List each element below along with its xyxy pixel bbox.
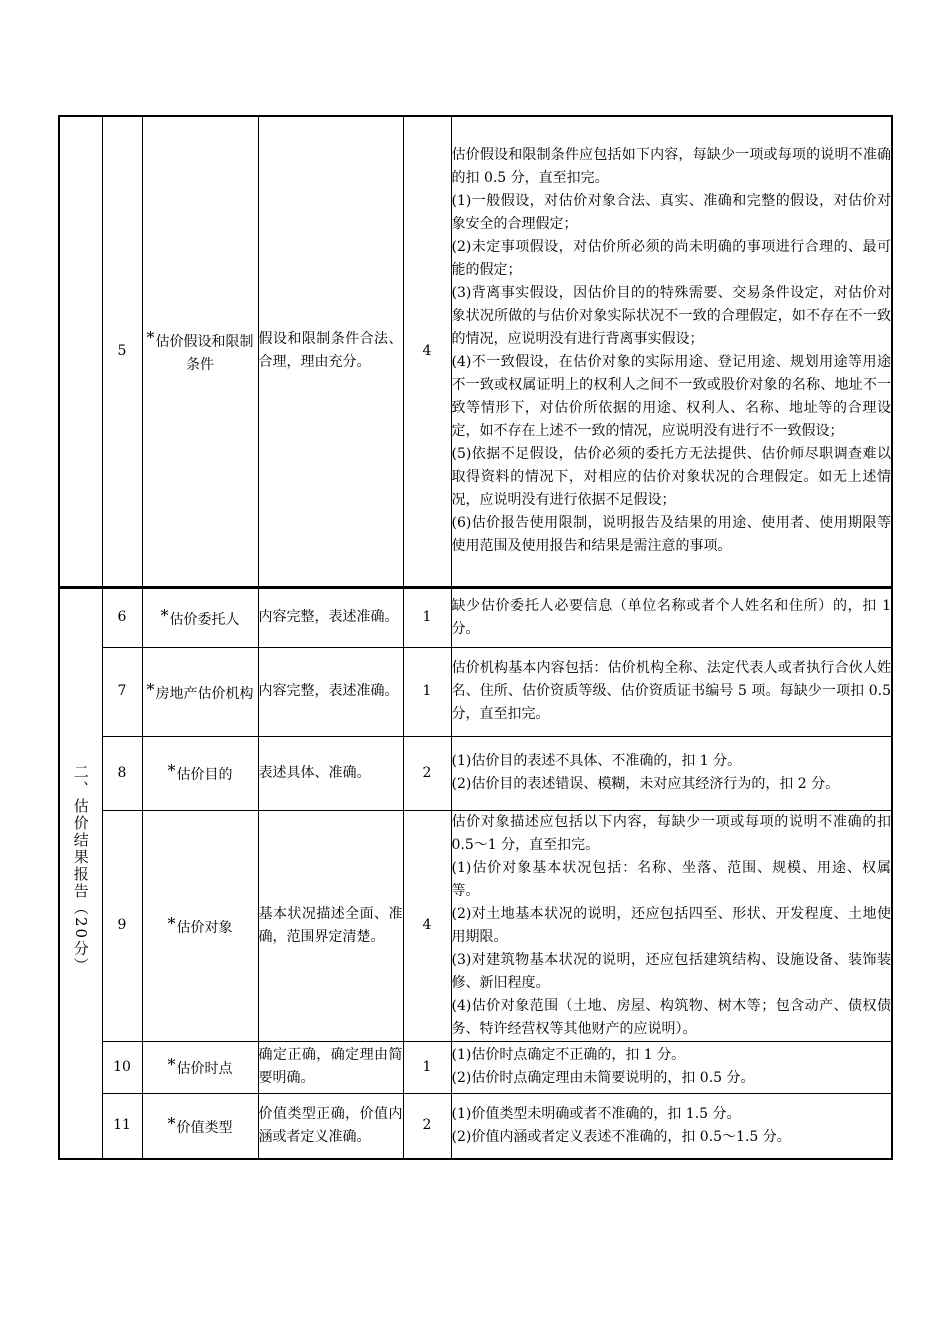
desc-line: (4)估价对象范围（土地、房屋、构筑物、树木等；包含动产、债权债务、特许经营权等其他财产的应说明）。	[451, 997, 891, 1037]
standard-text: 基本状况描述全面、准确，范围界定清楚。	[258, 810, 403, 1041]
deduction-description	[451, 587, 892, 647]
desc-line: (3)背离事实假设，因估价目的的特殊需要、交易条件设定，对估价对象状况所做的与估价对象实际状况不一致的合理假定，如不存在不一致的情况，应说明没有进行背离事实假设；	[451, 285, 891, 348]
desc-line: 缺少估价委托人必要信息（单位名称或者个人姓名和住所）的，扣 1 分。	[451, 597, 891, 637]
score-value: 1	[403, 1041, 451, 1093]
desc-line: 估价机构基本内容包括：估价机构全称、法定代表人或者执行合伙人姓名、住所、估价资质等级、估价资质证书编号 5 项。每缺少一项扣 0.5 分，直至扣完。	[451, 660, 891, 722]
star-marker: *	[160, 605, 169, 625]
desc-line: (1)估价目的表述不具体、不准确的，扣 1 分。	[451, 753, 742, 769]
score-value: 2	[403, 736, 451, 810]
desc-line: (1)估价对象基本状况包括：名称、坐落、范围、规模、用途、权属等。	[451, 859, 891, 899]
item-name: 估价目的	[176, 767, 233, 783]
desc-line: 估价对象描述应包括以下内容，每缺少一项或每项的说明不准确的扣 0.5～1 分，直至扣完。	[451, 813, 891, 853]
table-row	[59, 587, 892, 647]
desc-line: (5)依据不足假设，估价必须的委托方无法提供、估价师尽职调查难以取得资料的情况下，对相应的估价对象状况的合理假定。如无上述情况，应说明没有进行依据不足假设；	[451, 446, 891, 509]
desc-line: (2)未定事项假设，对估价所必须的尚未明确的事项进行合理的、最可能的假定；	[451, 239, 891, 279]
desc-line: (4)不一致假设，在估价对象的实际用途、登记用途、规划用途等用途不一致或权属证明上的权利人之间不一致或股价对象的名称、地址不一致等情形下，对估价所依据的用途、权利人、名称、地址等的合理设定，如不存在上述不一致的情况，应说明没有进行不一致假设；	[451, 354, 891, 440]
star-marker: *	[167, 913, 176, 933]
item-name-cell	[142, 810, 258, 1041]
row-number: 10	[102, 1041, 142, 1093]
item-name: 估价委托人	[169, 611, 240, 628]
table-row	[59, 647, 892, 736]
desc-line: (1)一般假设，对估价对象合法、真实、准确和完整的假设，对估价对象安全的合理假定；	[451, 193, 891, 233]
deduction-description	[451, 810, 892, 1041]
score-value: 1	[403, 647, 451, 736]
item-name-cell	[142, 1041, 258, 1093]
desc-line: (1)估价时点确定不正确的，扣 1 分。	[451, 1047, 686, 1063]
desc-line: (3)对建筑物基本状况的说明，还应包括建筑结构、设施设备、装饰装修、新旧程度。	[451, 951, 891, 991]
desc-line: (6)估价报告使用限制，说明报告及结果的用途、使用者、使用期限等使用范围及使用报告和结果是需注意的事项。	[451, 515, 891, 555]
item-name-cell	[142, 1093, 258, 1159]
deduction-description	[451, 647, 892, 736]
standard-text: 假设和限制条件合法、合理，理由充分。	[258, 116, 403, 587]
desc-line: (2)估价目的表述错误、模糊，未对应其经济行为的，扣 2 分。	[451, 776, 840, 792]
item-name: 估价对象	[176, 919, 233, 936]
standard-text: 表述具体、准确。	[258, 736, 403, 810]
deduction-description	[451, 1041, 892, 1093]
star-marker: *	[167, 761, 176, 780]
item-name: 估价时点	[176, 1061, 233, 1077]
item-name: 估价假设和限制条件	[155, 333, 254, 373]
score-value: 4	[403, 810, 451, 1041]
standard-text: 内容完整，表述准确。	[258, 587, 403, 647]
row-number: 9	[102, 810, 142, 1041]
star-marker: *	[146, 327, 155, 347]
score-value: 2	[403, 1093, 451, 1159]
desc-line: 估价假设和限制条件应包括如下内容，每缺少一项或每项的说明不准确的扣 0.5 分，直至扣完。	[451, 147, 891, 187]
standard-text: 确定正确，确定理由简要明确。	[258, 1041, 403, 1093]
section-label-cell	[59, 587, 102, 1159]
star-marker: *	[167, 1055, 176, 1074]
row-number: 7	[102, 647, 142, 736]
desc-line: (1)价值类型未明确或者不准确的，扣 1.5 分。	[451, 1105, 741, 1122]
table-row	[59, 736, 892, 810]
star-marker: *	[167, 1113, 176, 1133]
star-marker: *	[146, 679, 155, 699]
item-name: 房地产估价机构	[155, 685, 254, 702]
table-row	[59, 810, 892, 1041]
table-row	[59, 1041, 892, 1093]
standard-text: 价值类型正确，价值内涵或者定义准确。	[258, 1093, 403, 1159]
desc-line: (2)对土地基本状况的说明，还应包括四至、形状、开发程度、土地使用期限。	[451, 905, 891, 945]
section-cell-empty	[59, 116, 102, 587]
item-name-cell	[142, 647, 258, 736]
desc-line: (2)估价时点确定理由未简要说明的，扣 0.5 分。	[451, 1070, 755, 1086]
row-number: 11	[102, 1093, 142, 1159]
row-number: 5	[102, 116, 142, 587]
item-name-cell	[142, 116, 258, 587]
deduction-description	[451, 736, 892, 810]
deduction-description	[451, 116, 892, 587]
item-name-cell	[142, 736, 258, 810]
score-value: 1	[403, 587, 451, 647]
desc-line: (2)价值内涵或者定义表述不准确的，扣 0.5～1.5 分。	[451, 1128, 791, 1145]
section-label: 二、估价结果报告（20分）	[71, 764, 90, 975]
item-name-cell	[142, 587, 258, 647]
deduction-description	[451, 1093, 892, 1159]
row-number: 8	[102, 736, 142, 810]
item-name: 价值类型	[176, 1119, 233, 1136]
table-row	[59, 1093, 892, 1159]
row-number: 6	[102, 587, 142, 647]
score-value: 4	[403, 116, 451, 587]
table-row	[59, 116, 892, 587]
scoring-table-body	[59, 116, 892, 1159]
scoring-table	[58, 115, 893, 1160]
standard-text: 内容完整，表述准确。	[258, 647, 403, 736]
